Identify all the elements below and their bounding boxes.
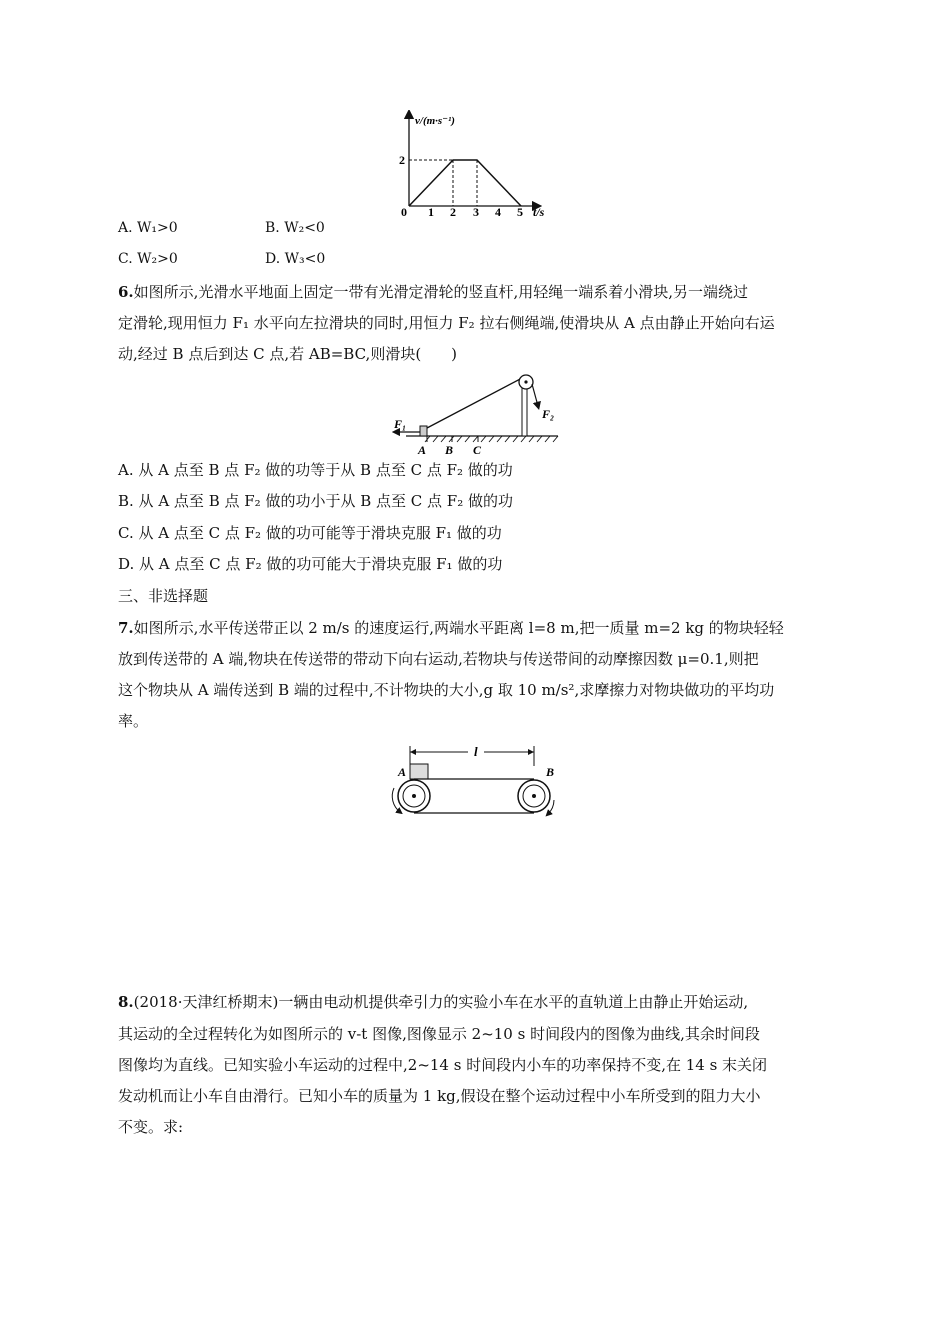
q8-number: 8. (118, 993, 134, 1011)
point-c-label: C (473, 443, 482, 457)
q7-stem-line-1: 7.如图所示,水平传送带正以 2 m/s 的速度运行,两端水平距离 l=8 m,把一质量 m=2 kg 的物块轻轻 (118, 619, 784, 637)
q7-number: 7. (118, 619, 134, 637)
vertical-pole (522, 382, 527, 436)
q5-option-c: C. W₂>0 (118, 251, 178, 267)
q8-stem-line-1: 8.(2018·天津红桥期末)一辆由电动机提供牵引力的实验小车在水平的直轨道上由静止开始运动, (118, 993, 749, 1011)
x-tick-label: 2 (450, 205, 456, 219)
q6-stem-line-3: 动,经过 B 点后到达 C 点,若 AB=BC,则滑块( ) (118, 345, 458, 363)
f2-label: F₂ (542, 407, 555, 421)
q6-stem-line-2: 定滑轮,现用恒力 F₁ 水平向左拉滑块的同时,用恒力 F₂ 拉右侧绳端,使滑块从 A 点由静止开始向右运 (118, 314, 775, 332)
origin-label: 0 (401, 205, 407, 219)
x-tick-label: 1 (428, 205, 434, 219)
q7-stem-line-3: 这个物块从 A 端传送到 B 端的过程中,不计物块的大小,g 取 10 m/s²,求摩擦力对物块做功的平均功 (118, 681, 775, 699)
y-axis-label: v/(m·s⁻¹) (415, 115, 455, 127)
slider-block (420, 426, 427, 436)
velocity-time-graph (395, 110, 565, 222)
x-axis-label: t/s (533, 205, 545, 219)
point-a-label: A (418, 443, 427, 457)
pulley-figure (390, 370, 565, 460)
q8-stem-line-5: 不变。求: (118, 1118, 184, 1136)
q7-stem-line-2: 放到传送带的 A 端,物块在传送带的带动下向右运动,若物块与传送带间的动摩擦因数 μ=0.1,则把 (118, 650, 759, 668)
velocity-curve (409, 160, 521, 206)
q8-stem-line-4: 发动机而让小车自由滑行。已知小车的质量为 1 kg,假设在整个运动过程中小车所受到的阻力大小 (118, 1087, 761, 1105)
q6-option-a: A. 从 A 点至 B 点 F₂ 做的功等于从 B 点至 C 点 F₂ 做的功 (118, 461, 513, 479)
point-b-label: B (445, 443, 454, 457)
q8-stem-line-2: 其运动的全过程转化为如图所示的 v-t 图像,图像显示 2~10 s 时间段内的图像为曲线,其余时间段 (118, 1025, 760, 1043)
end-a-label: A (398, 765, 407, 779)
x-tick-label: 3 (473, 205, 479, 219)
rope (427, 377, 524, 428)
block (410, 764, 428, 779)
q6-option-b: B. 从 A 点至 B 点 F₂ 做的功小于从 B 点至 C 点 F₂ 做的功 (118, 492, 513, 510)
q5-option-b: B. W₂<0 (265, 220, 325, 236)
x-tick-label: 4 (495, 205, 501, 219)
q5-option-d: D. W₃<0 (265, 251, 326, 267)
y-tick-label: 2 (399, 153, 405, 167)
q7-stem-line-4: 率。 (118, 712, 149, 730)
q5-option-a: A. W₁>0 (118, 220, 178, 236)
q6-option-c: C. 从 A 点至 C 点 F₂ 做的功可能等于滑块克服 F₁ 做的功 (118, 524, 502, 542)
length-label: l (474, 744, 478, 759)
q6-number: 6. (118, 283, 134, 301)
section-heading: 三、非选择题 (118, 587, 209, 605)
f1-label: F₁ (394, 417, 407, 431)
q6-stem-line-1: 6.如图所示,光滑水平地面上固定一带有光滑定滑轮的竖直杆,用轻绳一端系着小滑块,另一端绕过 (118, 283, 748, 301)
end-b-label: B (546, 765, 555, 779)
conveyor-belt-figure (390, 738, 565, 820)
q6-option-d: D. 从 A 点至 C 点 F₂ 做的功可能大于滑块克服 F₁ 做的功 (118, 555, 503, 573)
f2-arrow (532, 384, 538, 406)
q8-stem-line-3: 图像均为直线。已知实验小车运动的过程中,2~14 s 时间段内小车的功率保持不变,在 14 s 末关闭 (118, 1056, 768, 1074)
x-tick-label: 5 (517, 205, 523, 219)
